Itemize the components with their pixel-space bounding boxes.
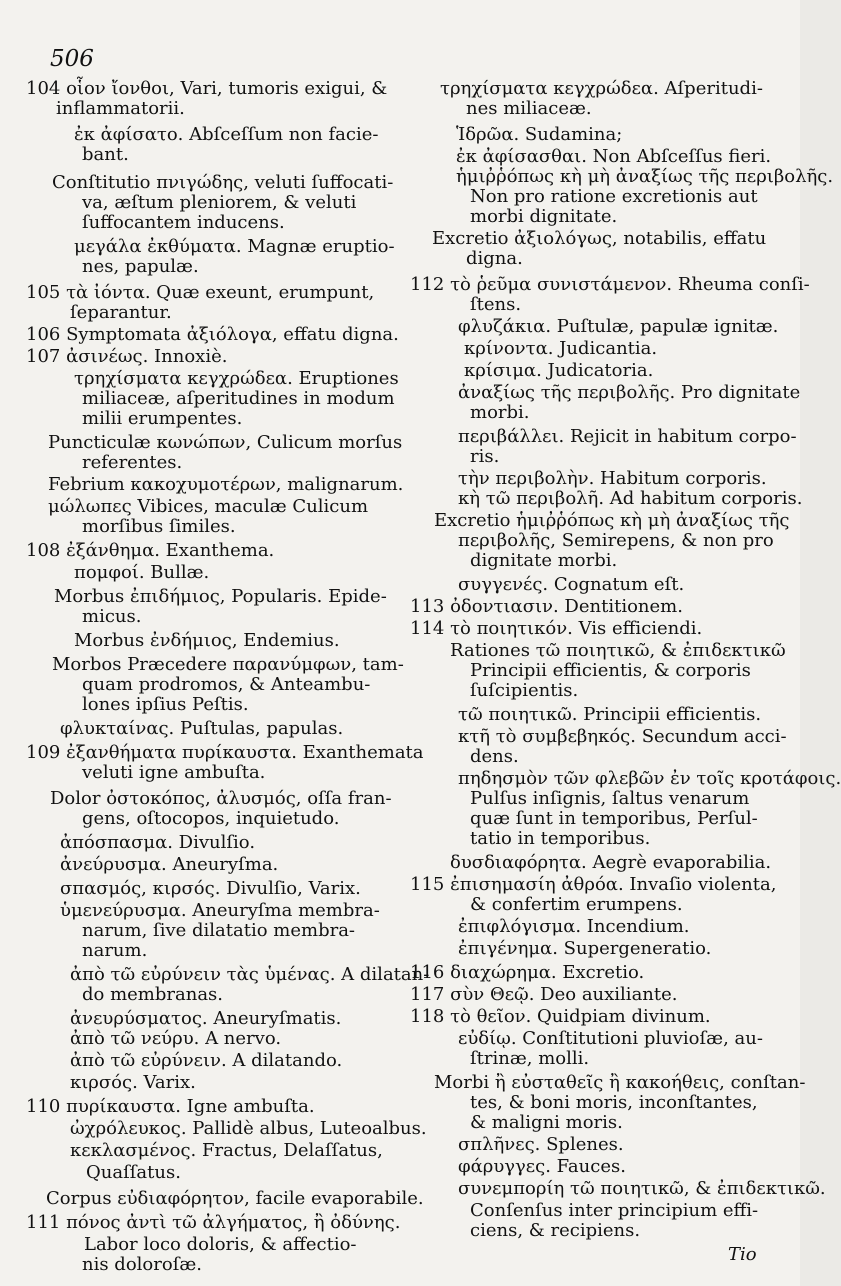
right-line: morbi. — [470, 402, 530, 423]
left-line: Febrium κακοχυμοτέρων, malignarum. — [48, 474, 404, 495]
left-line: morſibus ſimiles. — [82, 516, 236, 537]
left-line: κιρσός. Varix. — [70, 1072, 196, 1093]
left-line: va, æſtum pleniorem, & veluti — [82, 192, 357, 213]
right-line: Ἱδρῶα. Sudamina; — [456, 124, 623, 145]
right-line: Principii efficientis, & corporis — [470, 660, 751, 681]
right-line: tatio in temporibus. — [470, 828, 651, 849]
left-line: do membranas. — [82, 984, 224, 1005]
left-line: πομφοί. Bullæ. — [74, 562, 210, 583]
right-line: Excretio ἀξιολόγως, notabilis, effatu — [432, 228, 767, 249]
left-line: Labor loco doloris, & affectio- — [84, 1234, 357, 1255]
left-line: ἀπὸ τῶ εὐρύνειν. A dilatando. — [70, 1050, 343, 1071]
left-line: quam prodromos, & Anteambu- — [82, 674, 371, 695]
left-line: μεγάλα ἐκθύματα. Magnæ eruptio- — [74, 236, 395, 257]
left-line: Morbus ἐνδήμιος, Endemius. — [74, 630, 340, 651]
right-line: κὴ τῶ περιβολῆ. Ad habitum corporis. — [458, 488, 803, 509]
right-line: ἀναξίως τῆς περιβολῆς. Pro dignitate — [458, 382, 801, 403]
left-line: milii erumpentes. — [82, 408, 243, 429]
page-number: 506 — [50, 46, 94, 72]
left-line: gens, oſtocopos, inquietudo. — [82, 808, 340, 829]
right-line: φάρυγγες. Fauces. — [458, 1156, 626, 1177]
left-line: miliaceæ, aſperitudines in modum — [82, 388, 395, 409]
right-line: 112 τὸ ῥεῦμα συνιστάμενον. Rheuma conſi- — [410, 274, 810, 295]
left-line: 106 Symptomata ἀξιόλογα, effatu digna. — [26, 324, 399, 345]
right-line: τὴν περιβολὴν. Habitum corporis. — [458, 468, 767, 489]
right-line: 113 ὀδοντιασιν. Dentitionem. — [410, 596, 683, 617]
right-line: Excretio ἡμιῤῥόπως κὴ μὴ ἀναξίως τῆς — [434, 510, 790, 531]
left-line: narum. — [82, 940, 148, 961]
right-line: ciens, & recipiens. — [470, 1220, 641, 1241]
left-line: μώλωπες Vibices, maculæ Culicum — [48, 496, 369, 517]
left-line: 109 ἐξανθήματα πυρίκαυστα. Exanthemata — [26, 742, 424, 763]
right-line: dens. — [470, 746, 519, 767]
right-line: 115 ἐπισημασίη ἀθρόα. Invaſio violenta, — [410, 874, 777, 895]
right-line: ſuſcipientis. — [470, 680, 579, 701]
left-line: ἀνεύρυσμα. Aneuryſma. — [60, 854, 279, 875]
left-line: nes, papulæ. — [82, 256, 199, 277]
left-line: inflammatorii. — [56, 98, 185, 119]
left-line: Morbos Præcedere παρανύμφων, tam- — [52, 654, 404, 675]
right-line: 117 σὺν Θεῷ. Deo auxiliante. — [410, 984, 678, 1005]
left-line: σπασμός, κιρσός. Divulſio, Varix. — [60, 878, 361, 899]
right-line: Non pro ratione excretionis aut — [470, 186, 758, 207]
catchword: Tio — [728, 1244, 757, 1265]
left-line: lones ipſius Peſtis. — [82, 694, 249, 715]
right-line: 118 τὸ θεῖον. Quidpiam divinum. — [410, 1006, 711, 1027]
left-line: ἐκ ἀφίσατο. Abſceſſum non facie- — [74, 124, 379, 145]
right-line: Pulſus inſignis, ſaltus venarum — [470, 788, 750, 809]
right-line: ἐπιγένημα. Supergeneratio. — [458, 938, 712, 959]
left-line: ſuffocantem inducens. — [82, 212, 285, 233]
right-line: σπλῆνες. Splenes. — [458, 1134, 624, 1155]
left-line: referentes. — [82, 452, 183, 473]
left-line: ἀπόσπασμα. Divulſio. — [60, 832, 256, 853]
left-line: micus. — [82, 606, 142, 627]
right-line: dignitate morbi. — [470, 550, 618, 571]
left-line: τρηχίσματα κεγχρώδεα. Eruptiones — [74, 368, 399, 389]
left-line: ἀπὸ τῶ νεύρυ. A nervo. — [70, 1028, 282, 1049]
right-line: tes, & boni moris, inconſtantes, — [470, 1092, 758, 1113]
right-line: ἐκ ἀφίσασθαι. Non Abſceſſus fieri. — [456, 146, 772, 167]
left-line: 111 πόνος ἀντὶ τῶ ἀλγήματος, ἢ ὀδύνης. — [26, 1212, 401, 1233]
left-line: Puncticulæ κωνώπων, Culicum morſus — [48, 432, 403, 453]
right-line: περιβολῆς, Semirepens, & non pro — [458, 530, 774, 551]
left-line: Morbus ἐπιδήμιος, Popularis. Epide- — [54, 586, 387, 607]
left-line: narum, ſive dilatatio membra- — [82, 920, 356, 941]
right-line: τρηχίσματα κεγχρώδεα. Aſperitudi- — [440, 78, 763, 99]
right-line: εὐδίῳ. Conſtitutioni pluvioſæ, au- — [458, 1028, 763, 1049]
right-line: morbi dignitate. — [470, 206, 618, 227]
left-line: 108 ἐξάνθημα. Exanthema. — [26, 540, 275, 561]
right-line: συνεμπορίη τῶ ποιητικῶ, & ἐπιδεκτικῶ. — [458, 1178, 826, 1199]
right-line: ris. — [470, 446, 500, 467]
right-line: & confertim erumpens. — [470, 894, 683, 915]
right-line: nes miliaceæ. — [466, 98, 592, 119]
right-line: φλυζάκια. Puſtulæ, papulæ ignitæ. — [458, 316, 779, 337]
left-line: ἀπὸ τῶ εὐρύνειν τὰς ὑμένας. A dilatan- — [70, 964, 430, 985]
left-line: 104 οἷον ἴονθοι, Vari, tumoris exigui, & — [26, 78, 388, 99]
right-line: Rationes τῶ ποιητικῶ, & ἐπιδεκτικῶ — [450, 640, 786, 661]
right-line: κρίσιμα. Judicatoria. — [464, 360, 654, 381]
left-line: veluti igne ambuſta. — [82, 762, 266, 783]
right-line: & maligni moris. — [470, 1112, 623, 1133]
right-line: περιβάλλει. Rejicit in habitum corpo- — [458, 426, 797, 447]
left-line: Dolor ὀστοκόπος, ἀλυσμός, oſſa fran- — [50, 788, 392, 809]
left-line: 107 ἀσινέως. Innoxiè. — [26, 346, 228, 367]
left-line: ἀνευρύσματος. Aneuryſmatis. — [70, 1008, 342, 1029]
right-line: ἡμιῤῥόπως κὴ μὴ ἀναξίως τῆς περιβολῆς. — [456, 166, 834, 187]
left-line: ὠχρόλευκος. Pallidè albus, Luteoalbus. — [70, 1118, 427, 1139]
left-line: φλυκταίνας. Puſtulas, papulas. — [60, 718, 344, 739]
left-line: Corpus εὐδιαφόρητον, facile evaporabile. — [46, 1188, 424, 1209]
left-line: Quaſſatus. — [86, 1162, 181, 1183]
right-line: κτῆ τὸ συμβεβηκός. Secundum acci- — [458, 726, 787, 747]
right-line: ſtens. — [470, 294, 522, 315]
left-line: κεκλασμένος. Fractus, Delaſſatus, — [70, 1140, 383, 1161]
left-line: Conſtitutio πνιγώδης, veluti ſuffocati- — [52, 172, 394, 193]
right-line: συγγενές. Cognatum eſt. — [458, 574, 685, 595]
right-line: Morbi ἢ εὐσταθεῖς ἢ κακοήθεις, conſtan- — [434, 1072, 806, 1093]
right-line: ſtrinæ, molli. — [470, 1048, 590, 1069]
left-line: nis doloroſæ. — [82, 1254, 203, 1275]
left-line: 110 πυρίκαυστα. Igne ambuſta. — [26, 1096, 315, 1117]
right-line: Conſenſus inter principium effi- — [470, 1200, 759, 1221]
left-line: ſeparantur. — [70, 302, 172, 323]
right-line: digna. — [466, 248, 523, 269]
right-line: quæ ſunt in temporibus, Perſul- — [470, 808, 758, 829]
left-line: bant. — [82, 144, 129, 165]
right-line: 114 τὸ ποιητικόν. Vis efficiendi. — [410, 618, 703, 639]
right-line: κρίνοντα. Judicantia. — [464, 338, 658, 359]
right-line: ἐπιφλόγισμα. Incendium. — [458, 916, 690, 937]
right-line: δυσδιαφόρητα. Aegrè evaporabilia. — [450, 852, 772, 873]
left-line: ὑμενεύρυσμα. Aneuryſma membra- — [60, 900, 380, 921]
left-line: 105 τὰ ἰόντα. Quæ exeunt, erumpunt, — [26, 282, 375, 303]
right-line: τῶ ποιητικῶ. Principii efficientis. — [458, 704, 762, 725]
right-line: 116 διαχώρημα. Excretio. — [410, 962, 645, 983]
right-line: πηδησμὸν τῶν φλεβῶν ἐν τοῖς κροτάφοις. — [458, 768, 841, 789]
